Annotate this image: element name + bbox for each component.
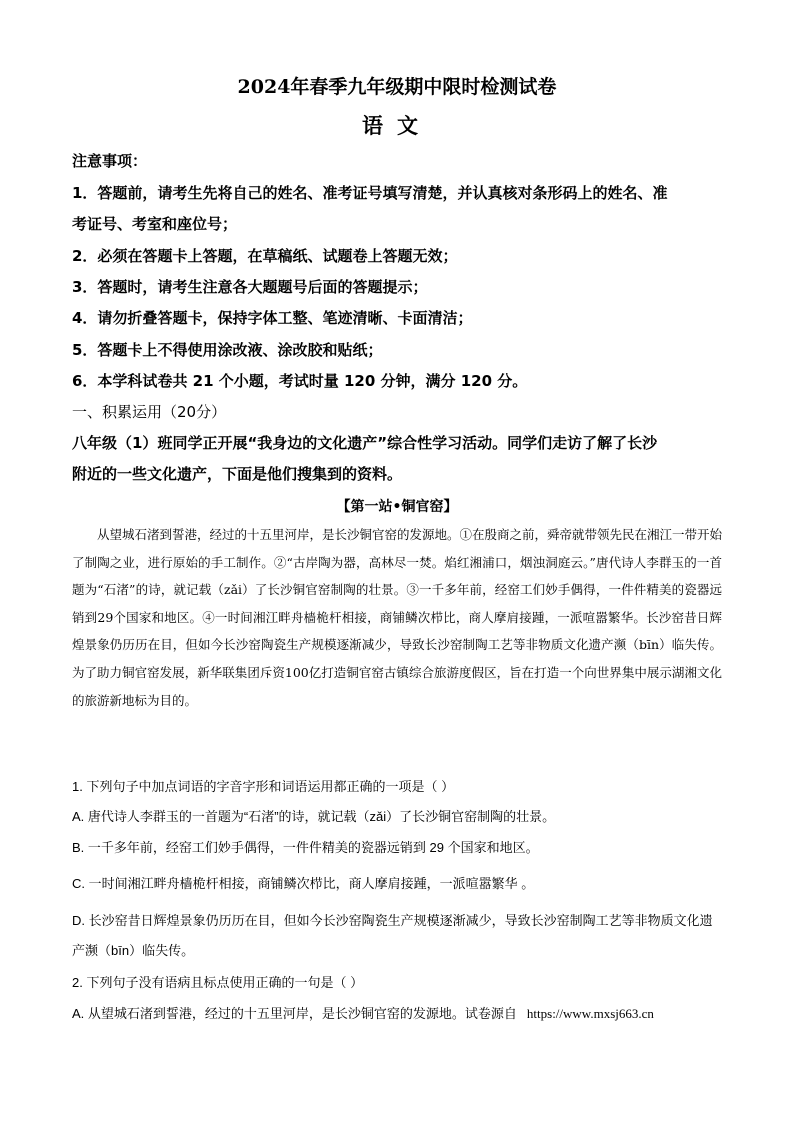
question-1-option-a: A. 唐代诗人李群玉的一首题为“石渚”的诗，就记载（zǎi）了长沙铜官窑制陶的壮景。	[72, 809, 556, 824]
section-heading: 一、积累运用（20分）	[72, 403, 227, 421]
note-item: 5．答题卡上不得使用涂改液、涂改胶和贴纸；	[72, 341, 383, 359]
station-title: 【第一站•铜官窑】	[336, 499, 458, 515]
question-1-stem: 1. 下列句子中加点词语的字音字形和词语运用都正确的一项是（ ）	[72, 779, 455, 794]
question-2-option-a	[72, 999, 722, 1029]
question-2-stem: 2. 下列句子没有语病且标点使用正确的一句是（ ）	[72, 975, 364, 990]
note-item: 3．答题时，请考生注意各大题题号后面的答题提示；	[72, 278, 428, 296]
note-item: 考证号、考室和座位号；	[72, 215, 238, 233]
question-2-option-a-text: A. 从望城石渚到誓港，经过的十五里河岸，是长沙铜官窑的发源地。试卷源自	[72, 1006, 517, 1021]
reading-passage: 从望城石渚到誓港，经过的十五里河岸，是长沙铜官窑的发源地。①在殷商之前，舜帝就带领先民在湘江一带开始了制陶之业，进行原始的手工制作。②“古岸陶为器，高林尽一焚。焰红湘浦口，烟浊洞庭云。”唐代诗人李群玉的一首题为“石渚”的诗，就记载（zǎi）了长沙铜官窑制陶的壮景。③一千多年前，经窑工们妙手偶得，一件件精美的瓷器远销到29个国家和地区。④一时间湘江畔舟樯桅杆相接，商铺鳞次栉比，商人摩肩接踵，一派喧嚣繁华。长沙窑昔日辉煌景象仍历历在目，但如今长沙窑陶瓷生产规模逐渐减少，导致长沙窑制陶工艺等非物质文化遗产濒（bīn）临失传。为了助力铜官窑发展，新华联集团斥资100亿打造铜官窑古镇综合旅游度假区，旨在打造一个向世界集中展示湖湘文化的旅游新地标为目的。	[72, 527, 723, 708]
source-url: https://www.mxsj663.cn	[526, 1006, 654, 1021]
question-1-option-b: B. 一千多年前，经窑工们妙手偶得，一件件精美的瓷器远销到 29 个国家和地区。	[72, 840, 539, 855]
notes-heading: 注意事项：	[72, 152, 148, 170]
question-1-option-d: D. 长沙窑昔日辉煌景象仍历历在目，但如今长沙窑陶瓷生产规模逐渐减少，导致长沙窑制陶工艺等非物质文化遗产濒（bīn）临失传。	[72, 913, 713, 958]
question-1-option-c: C. 一时间湘江畔舟樯桅杆相接，商铺鳞次栉比，商人摩肩接踵，一派喧嚣繁华 。	[72, 876, 535, 891]
note-item: 1．答题前，请考生先将自己的姓名、准考证号填写清楚，并认真核对条形码上的姓名、准	[72, 184, 668, 202]
activity-intro-line: 附近的一些文化遗产，下面是他们搜集到的资料。	[72, 465, 403, 483]
activity-intro-line: 八年级（1）班同学正开展“我身边的文化遗产”综合性学习活动。同学们走访了解了长沙	[72, 434, 658, 452]
exam-title: 2024年春季九年级期中限时检测试卷	[237, 76, 557, 98]
note-item: 2．必须在答题卡上答题，在草稿纸、试题卷上答题无效；	[72, 247, 458, 265]
note-item: 6．本学科试卷共 21 个小题，考试时量 120 分钟，满分 120 分。	[72, 372, 528, 390]
note-item: 4．请勿折叠答题卡，保持字体工整、笔迹清晰、卡面清洁；	[72, 309, 473, 327]
subject-title: 语文	[362, 113, 432, 138]
